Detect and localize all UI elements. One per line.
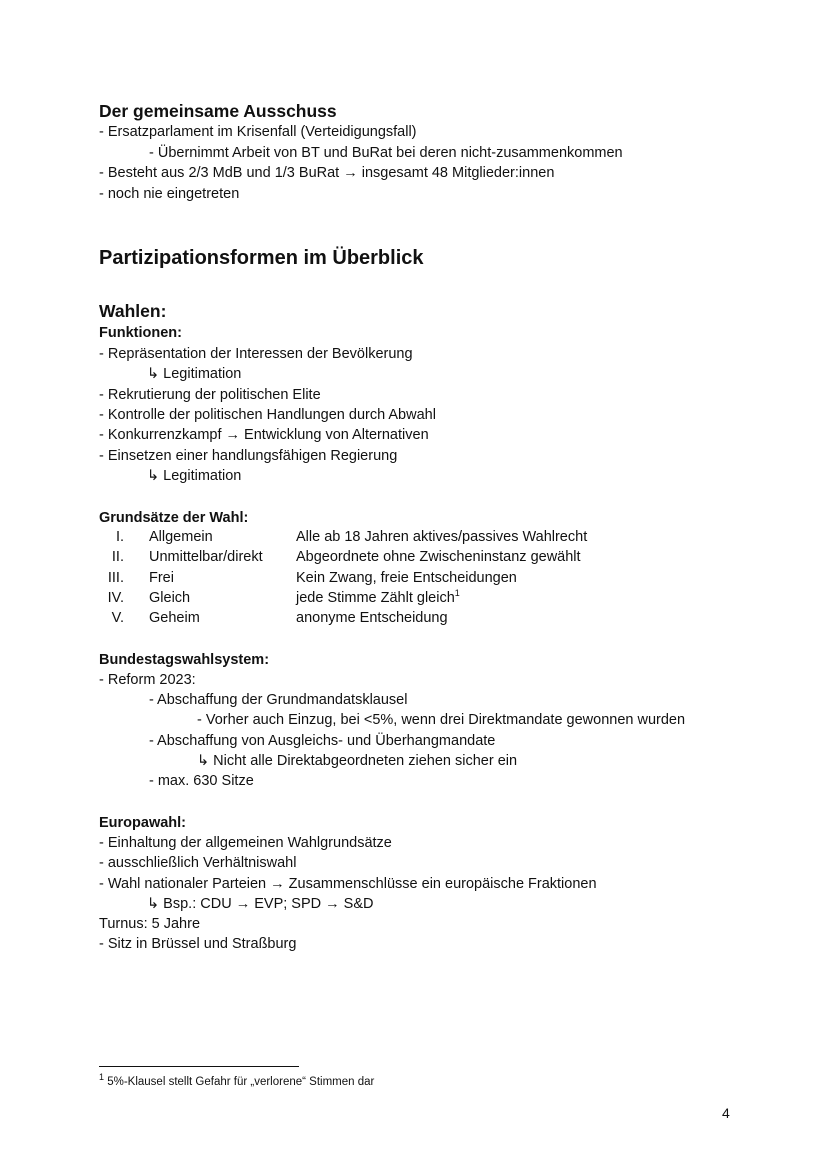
europa-line-5: Turnus: 5 Jahre [99, 916, 201, 932]
funktion-line-6: - Einsetzen einer handlungsfähigen Regierung [99, 448, 398, 464]
grundsatz-desc: Abgeordnete ohne Zwischeninstanz gewählt [296, 549, 581, 565]
footnote-text: 5%-Klausel stellt Gefahr für „verlorene“ Stimmen dar [104, 1076, 375, 1088]
funktion-line-7: ↳ Legitimation [147, 468, 242, 484]
grundsatz-name: Unmittelbar/direkt [149, 549, 263, 565]
ausschuss-line-2: - Übernimmt Arbeit von BT und BuRat bei deren nicht-zusammenkommen [149, 145, 623, 161]
grundsatz-desc: anonyme Entscheidung [296, 610, 448, 626]
heading-wahlen: Wahlen: [99, 301, 167, 321]
heading-grundsaetze: Grundsätze der Wahl: [99, 510, 249, 526]
bundestag-line-3: - Vorher auch Einzug, bei <5%, wenn drei Direktmandate gewonnen wurden [197, 712, 686, 728]
footnote-reference[interactable]: 1 [454, 588, 460, 599]
grundsatz-name: Gleich [149, 590, 191, 606]
europa-line-6: - Sitz in Brüssel und Straßburg [99, 936, 297, 952]
bundestag-line-1: - Reform 2023: [99, 672, 196, 688]
heading-ausschuss: Der gemeinsame Ausschuss [99, 101, 337, 121]
ausschuss-line-3: - Besteht aus 2/3 MdB und 1/3 BuRat → insgesamt 48 Mitglieder:innen [99, 165, 555, 181]
ausschuss-line-4: - noch nie eingetreten [99, 186, 240, 202]
heading-europa: Europawahl: [99, 815, 187, 831]
bundestag-line-2: - Abschaffung der Grundmandatsklausel [149, 692, 408, 708]
footnote-divider [99, 1066, 299, 1067]
funktion-line-4: - Kontrolle der politischen Handlungen durch Abwahl [99, 407, 436, 423]
bundestag-line-4: - Abschaffung von Ausgleichs- und Überhangmandate [149, 733, 496, 749]
grundsatz-desc: Kein Zwang, freie Entscheidungen [296, 570, 517, 586]
grundsatz-name: Allgemein [149, 529, 213, 545]
europa-line-2: - ausschließlich Verhältniswahl [99, 855, 297, 871]
grundsatz-number: V. [111, 610, 124, 626]
bundestag-line-6: - max. 630 Sitze [149, 773, 254, 789]
heading-bundestag: Bundestagswahlsystem: [99, 652, 270, 668]
page-number: 4 [722, 1105, 730, 1121]
grundsatz-name: Geheim [149, 610, 200, 626]
europa-line-4: ↳ Bsp.: CDU → EVP; SPD → S&D [147, 896, 374, 912]
footnote [99, 1072, 375, 1088]
grundsatz-number: III. [107, 570, 124, 586]
grundsatz-number: I. [115, 529, 124, 545]
grundsatz-desc: Alle ab 18 Jahren aktives/passives Wahlrecht [296, 529, 588, 545]
heading-funktionen: Funktionen: [99, 325, 182, 341]
europa-line-3: - Wahl nationaler Parteien → Zusammenschlüsse ein europäische Fraktionen [99, 876, 597, 892]
funktion-line-1: - Repräsentation der Interessen der Bevölkerung [99, 346, 413, 362]
grundsatz-number: II. [111, 549, 124, 565]
heading-partizipation: Partizipationsformen im Überblick [99, 247, 424, 269]
grundsatz-name: Frei [149, 570, 174, 586]
bundestag-line-5: ↳ Nicht alle Direktabgeordneten ziehen sicher ein [197, 753, 518, 769]
europa-line-1: - Einhaltung der allgemeinen Wahlgrundsätze [99, 835, 392, 851]
grundsatz-number: IV. [107, 590, 124, 606]
funktion-line-5: - Konkurrenzkampf → Entwicklung von Alternativen [99, 427, 429, 443]
funktion-line-2: ↳ Legitimation [147, 366, 242, 382]
grundsatz-desc-text: jede Stimme Zählt gleich [296, 590, 455, 606]
funktion-line-3: - Rekrutierung der politischen Elite [99, 387, 321, 403]
grundsatz-desc [296, 590, 460, 606]
footnote-marker: 1 [99, 1072, 105, 1083]
ausschuss-line-1: - Ersatzparlament im Krisenfall (Verteidigungsfall) [99, 124, 417, 140]
